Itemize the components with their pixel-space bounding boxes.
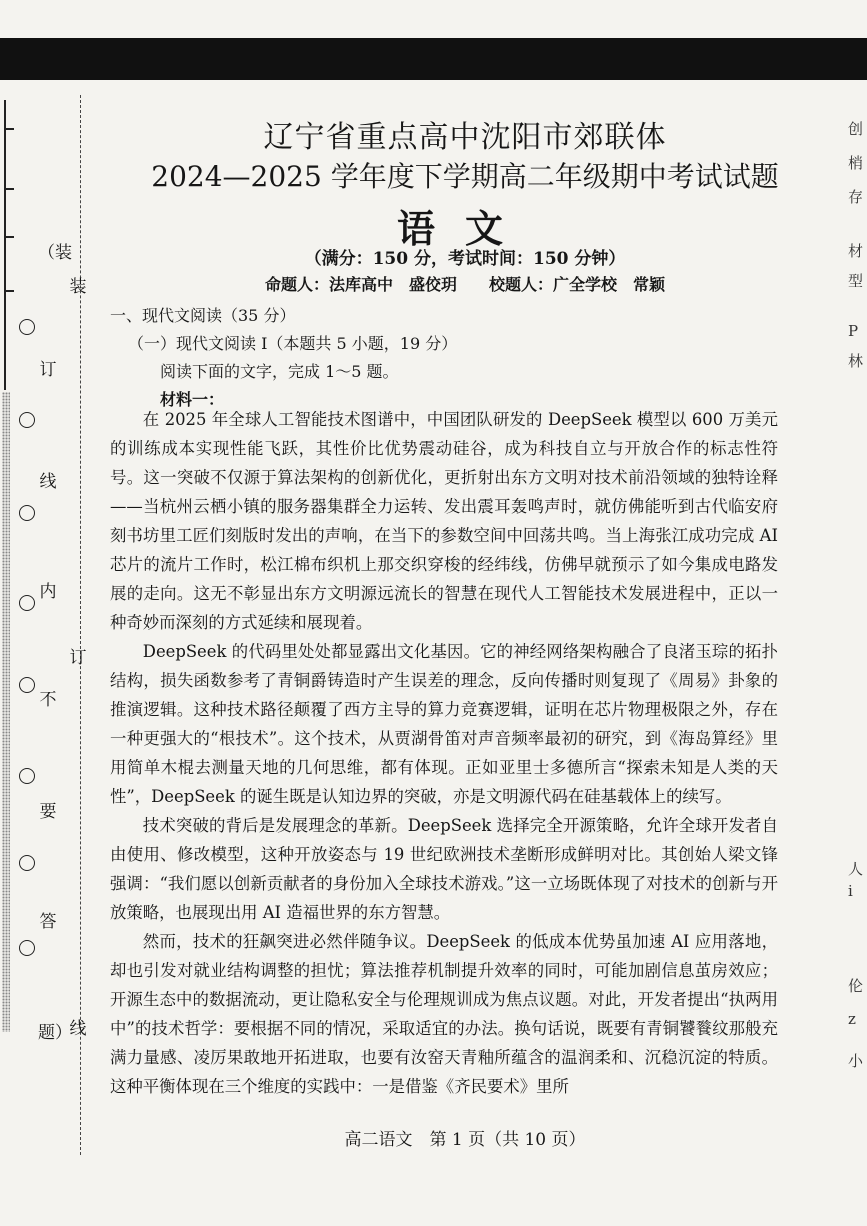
- scan-top-bar: [0, 38, 867, 80]
- edge-char: 梢: [848, 154, 864, 172]
- edge-char: 林: [848, 352, 864, 370]
- binding-label: 线: [69, 1019, 87, 1039]
- instruction-text: 阅读下面的文字，完成 1～5 题。: [160, 362, 399, 381]
- binding-label: 题）: [38, 1023, 72, 1043]
- section-heading: 一、现代文阅读（35 分）: [110, 306, 296, 325]
- binding-circle: [19, 940, 35, 956]
- paragraph: 然而，技术的狂飙突进必然伴随争议。DeepSeek 的低成本优势虽加速 AI 应用落地，却也引发对就业结构调整的担忧；算法推荐机制提升效率的同时，可能加剧信息茧房效应；开源生态中的数据流动，更让隐私安全与伦理规训成为焦点议题。对此，开发者提出“执两用中”的技术哲学：要根据不同的情况，采取适宜的办法。换句话说，既要有青铜饕餮纹那般充满力量感、凌厉果敢地开拓进取，也要有汝窑天青釉所蕴含的温润柔和、沉稳沉淀的特质。这种平衡体现在三个维度的实践中：一是借鉴《齐民要术》里所: [110, 932, 778, 1096]
- reading-passage: [110, 405, 778, 1101]
- binding-circle: [19, 505, 35, 521]
- edge-char: 伦: [848, 977, 864, 995]
- binding-circle: [19, 319, 35, 335]
- binding-label: 答: [39, 912, 57, 932]
- edge-char: 小: [848, 1052, 864, 1070]
- binding-circle: [19, 768, 35, 784]
- page-footer: 高二语文 第 1 页（共 10 页）: [344, 1130, 586, 1150]
- binding-label: 不: [39, 690, 57, 710]
- binding-edge-line: [4, 100, 6, 390]
- material-label: 材料一：: [160, 390, 225, 409]
- score-info: （满分：150 分，考试时间：150 分钟）: [304, 249, 626, 269]
- paragraph: 在 2025 年全球人工智能技术图谱中，中国团队研发的 DeepSeek 模型以 600 万美元的训练成本实现性能飞跃，其性价比优势震动硅谷，成为科技自立与开放合作的标志性符号。这一突破不仅源于算法架构的创新优化，更折射出东方文明对技术前沿领域的独特诠释——当杭州云栖小镇的服务器集群全力运转、发出震耳轰鸣声时，就仿佛能听到古代临安府刻书坊里工匠们刻版时发出的声响，在当下的参数空间中回荡共鸣。当上海张江成功完成 AI 芯片的流片工作时，松江棉布织机上那交织穿梭的经纬线，仿佛早就预示了如今集成电路发展的走向。这无不彰显出东方文明源远流长的智慧在现代人工智能技术发展进程中，正以一种奇妙而深刻的方式延续和展现着。: [110, 410, 778, 632]
- binding-circle: [19, 855, 35, 871]
- binding-circle: [19, 595, 35, 611]
- binding-label: 装: [69, 277, 87, 297]
- edge-char: P: [848, 322, 859, 340]
- subject-title: 语文: [396, 206, 533, 251]
- binding-tick: [4, 290, 14, 292]
- edge-char: 人: [848, 860, 864, 878]
- binding-label: 订: [39, 360, 57, 380]
- binding-circle: [19, 677, 35, 693]
- paragraph: DeepSeek 的代码里处处都显露出文化基因。它的神经网络架构融合了良渚玉琮的拓扑结构，损失函数参考了青铜爵铸造时产生误差的理念，反向传播时则复现了《周易》卦象的推演逻辑。这种技术路径颠覆了西方主导的算力竞赛逻辑，证明在芯片物理极限之外，存在一种更强大的“根技术”。这个技术，从贾湖骨笛对声音频率最初的研究，到《海岛算经》里用简单木棍去测量天地的几何思维，都有体现。正如亚里士多德所言“探索未知是人类的天性”，DeepSeek 的诞生既是认知边界的突破，亦是文明源代码在硅基载体上的续写。: [110, 642, 778, 806]
- edge-char: 材: [848, 242, 864, 260]
- binding-tick: [4, 188, 14, 190]
- binding-tick: [4, 128, 14, 130]
- binding-label: 线: [39, 472, 57, 492]
- author-info: 命题人：法库高中 盛佼玥 校题人：广全学校 常颖: [264, 275, 665, 294]
- binding-label: 订: [69, 648, 87, 668]
- exam-title-line2: 2024—2025 学年度下学期高二年级期中考试试题: [151, 160, 779, 193]
- binding-circle: [19, 412, 35, 428]
- binding-tick: [4, 236, 14, 238]
- edge-char: 创: [848, 120, 864, 138]
- edge-char: i: [848, 882, 853, 900]
- edge-char: 型: [848, 272, 864, 290]
- binding-label: （装: [38, 243, 72, 263]
- edge-char: 存: [848, 188, 864, 206]
- scan-dotted-edge: [2, 392, 10, 1032]
- exam-title-line1: 辽宁省重点高中沈阳市郊联体: [263, 120, 667, 155]
- sub-section-heading: （一）现代文阅读 I（本题共 5 小题，19 分）: [128, 334, 458, 353]
- paragraph: 技术突破的背后是发展理念的革新。DeepSeek 选择完全开源策略，允许全球开发者自由使用、修改模型，这种开放姿态与 19 世纪欧洲技术垄断形成鲜明对比。其创始人梁文锋强调：“我们愿以创新贡献者的身份加入全球技术游戏。”这一立场既体现了对技术的创新与开放策略，也展现出用 AI 造福世界的东方智慧。: [110, 816, 778, 922]
- binding-label: 内: [39, 582, 57, 602]
- binding-dashed-line: [80, 95, 81, 1155]
- binding-label: 要: [39, 802, 57, 822]
- edge-char: z: [848, 1010, 856, 1028]
